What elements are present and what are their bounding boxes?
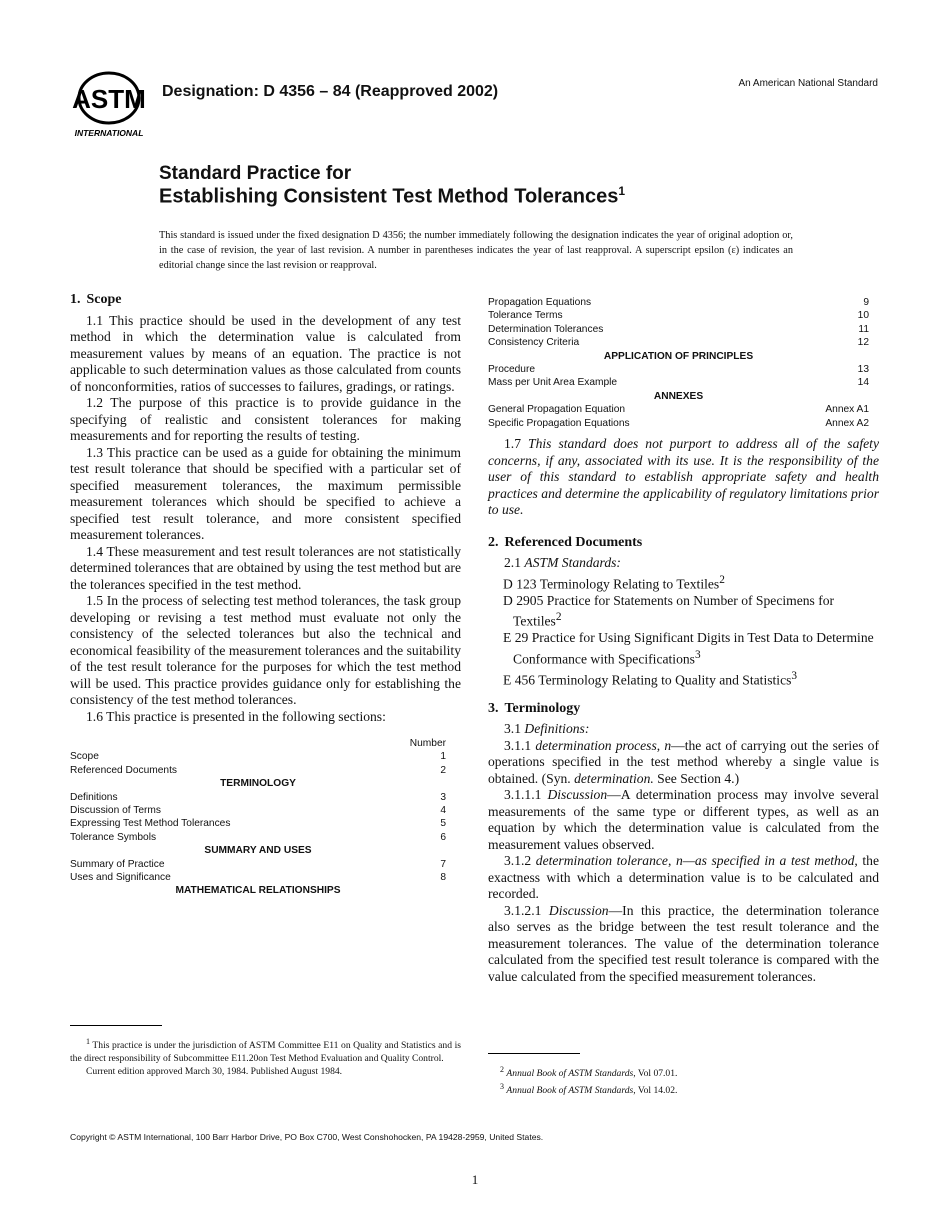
- toc-entry-number: 14: [857, 377, 869, 389]
- toc-entry: [488, 296, 869, 309]
- para-3-1-2: 3.1.2 determination tolerance, n—as specified in a test method, the exactness with which a determination value is to be calculated and recorded.: [488, 853, 880, 902]
- toc-entry-number: 12: [857, 337, 869, 349]
- toc-entry-label: Expressing Test Method Tolerances: [70, 818, 231, 830]
- logo-international-text: INTERNATIONAL: [74, 128, 144, 138]
- para-3-1-2-1: 3.1.2.1 Discussion—In this practice, the determination tolerance also serves as the bridge between the test result tolerance and the measurement tolerances. The value of the determination tolerance calculated from the specified test result tolerance is compared with the value calculated from the specified measurement tolerances.: [488, 902, 879, 984]
- toc-entry-label: Definitions: [70, 791, 118, 803]
- toc-group-heading: ANNEXES: [653, 390, 704, 402]
- footnote-2: $^2$ Annual Book of ASTM Standards, Vol 07.01.: [500, 1065, 678, 1080]
- toc-entry-label: Summary of Practice: [70, 858, 165, 870]
- footnote-3: $^3$ Annual Book of ASTM Standards, Vol 14.02.: [500, 1082, 678, 1097]
- toc-entry-label: Tolerance Symbols: [70, 831, 157, 843]
- toc-entry-number: 9: [863, 297, 869, 308]
- toc-entry-number: 5: [440, 818, 446, 830]
- toc-group-heading: MATHEMATICAL RELATIONSHIPS: [175, 885, 341, 897]
- toc-entry-number: 1: [440, 751, 446, 763]
- toc-entry: [70, 871, 446, 884]
- para-1-2: 1.2 The purpose of this practice is to provide guidance in the specifying of realistic and consistent tolerances for making measurements and for reporting the results of testing.: [70, 395, 461, 443]
- title-footnote-mark: 1: [618, 184, 626, 198]
- toc-entry-number: 6: [440, 831, 446, 843]
- toc-entry: [488, 403, 869, 416]
- toc-entry-number: 10: [857, 310, 869, 322]
- para-1-5: 1.5 In the process of selecting test method tolerances, the task group developing or revising a test method must evaluate not only the consistency of the selected tolerances but also the technical and economical feasibility of the measurement tolerances and the suitability of the test result tolerance for the purposes for which the test method will be used. This practice provides guidance only for establishing the consistency of the test method tolerances.: [70, 593, 461, 707]
- toc-entry-label: Discussion of Terms: [70, 805, 161, 817]
- footnote-1-edition: Current edition approved March 30, 1984. Published August 1984.: [86, 1066, 343, 1078]
- section-3-heading: 3. Terminology: [488, 700, 581, 716]
- toc-entry-label: Determination Tolerances: [488, 323, 604, 335]
- toc-entry-label: General Propagation Equation: [488, 404, 626, 416]
- toc-entry-number: 7: [440, 858, 446, 870]
- toc-entry-label: Uses and Significance: [70, 872, 171, 884]
- toc-right: [488, 296, 869, 430]
- footnote-rule: [70, 1025, 162, 1026]
- toc-entry-label: Procedure: [488, 364, 536, 376]
- designation: Designation: D 4356 – 84 (Reapproved 2002): [162, 83, 499, 100]
- footnote-rule-right: [488, 1053, 580, 1054]
- toc-left: [70, 737, 446, 898]
- toc-entry-label: Referenced Documents: [70, 764, 178, 776]
- reference-item: D 123 Terminology Relating to Textiles$^2$: [503, 573, 725, 592]
- toc-entry: [70, 831, 446, 844]
- reference-item: D 2905 Practice for Statements on Number of Specimens for Textiles$^2$: [503, 592, 835, 629]
- toc-entry: [488, 376, 869, 389]
- toc-entry: [70, 764, 446, 777]
- toc-entry: [70, 817, 446, 830]
- reference-list: [488, 572, 879, 689]
- toc-entry-label: Consistency Criteria: [488, 337, 580, 349]
- para-1-4: 1.4 These measurement and test result tolerances are not statistically determined tolerances that are obtained by using the test method but are the tolerances specified in the test method.: [70, 543, 461, 592]
- toc-entry-label: Tolerance Terms: [488, 310, 563, 322]
- footnote-1: $^1$ This practice is under the jurisdiction of ASTM Committee E11 on Quality and Statistics and is the direct responsibility of Subcommittee E11.20on Test Method Evaluation and Quality Control.: [70, 1037, 461, 1065]
- toc-entry-number: 3: [440, 791, 446, 803]
- copyright-notice: Copyright © ASTM International, 100 Barr Harbor Drive, PO Box C700, West Conshohocken, PA 19428-2959, United States.: [70, 1132, 544, 1142]
- para-1-6: 1.6 This practice is presented in the following sections:: [86, 708, 386, 724]
- reference-item: E 29 Practice for Using Significant Digits in Test Data to Determine Conformance with Specifications$^3$: [503, 630, 874, 667]
- para-3-1: 3.1 Definitions:: [504, 721, 590, 737]
- para-2-1: 2.1 ASTM Standards:: [504, 555, 621, 571]
- para-3-1-1: 3.1.1 determination process, n—the act of carrying out the series of operations specified in the test method whereby a single value is obtained. (Syn. determination. See Section 4.): [488, 737, 879, 786]
- svg-text:ASTM: ASTM: [72, 84, 146, 114]
- toc-entry: [488, 336, 869, 349]
- toc-entry-number: 4: [440, 805, 446, 817]
- section-1-heading: 1. Scope: [70, 292, 122, 307]
- toc-group-heading: TERMINOLOGY: [220, 778, 296, 790]
- title-line-2: Establishing Consistent Test Method Tolerances$^1$: [159, 184, 626, 208]
- toc-entry: [70, 858, 446, 871]
- toc-entry: [70, 804, 446, 817]
- page-number: 1: [471, 1172, 479, 1187]
- right-column: [488, 296, 880, 1097]
- toc-group-heading: SUMMARY AND USES: [204, 845, 312, 857]
- toc-entry-number: 11: [858, 323, 869, 335]
- national-standard-label: An American National Standard: [738, 78, 878, 89]
- toc-entry-number: 2: [440, 764, 446, 776]
- toc-entry-label: Propagation Equations: [488, 297, 592, 308]
- toc-entry: [488, 309, 869, 322]
- left-column: [70, 292, 461, 1078]
- toc-number-header: Number: [409, 738, 446, 749]
- para-1-7: 1.7 This standard does not purport to address all of the safety concerns, if any, associated with its use. It is the responsibility of the user of this standard to establish appropriate safety and health practices and determine the applicability of regulatory limitations prior to use.: [488, 436, 879, 518]
- toc-entry-number: Annex A2: [825, 417, 869, 429]
- toc-entry-number: Annex A1: [825, 404, 869, 416]
- toc-entry-number: 8: [440, 872, 446, 884]
- toc-entry: [70, 791, 446, 804]
- issue-note: This standard is issued under the fixed designation D 4356; the number immediately following the designation indicates the year of original adoption or, in the case of revision, the year of last revision. A number in parentheses indicates the year of last reapproval. A superscript epsilon (ε) indicates an editorial change since the last revision or reapproval.: [159, 230, 793, 271]
- toc-entry-label: Scope: [70, 751, 99, 763]
- toc-group-heading: APPLICATION OF PRINCIPLES: [603, 350, 754, 362]
- para-3-1-1-1: 3.1.1.1 Discussion—A determination process may involve several measurements of the same type or different types, as well as an equation by which the determination value is calculated from the measurement values observed.: [488, 787, 879, 852]
- toc-entry: [488, 323, 869, 336]
- toc-entry: [488, 417, 869, 430]
- para-1-1: 1.1 This practice should be used in the development of any test method in which the determination value is calculated from measurement values by means of an equation. The practice is not applicable to such determination values as those calculated from counts of nonconformities, ratios of successes to failures, gradings, or ratings.: [70, 312, 461, 394]
- toc-entry-label: Mass per Unit Area Example: [488, 377, 618, 389]
- title-line-1: Standard Practice for: [159, 163, 352, 184]
- toc-entry-number: 13: [857, 364, 869, 376]
- toc-entry-label: Specific Propagation Equations: [488, 417, 630, 429]
- toc-entry: [488, 363, 869, 376]
- toc-entry: [70, 750, 446, 763]
- astm-logo: [66, 70, 152, 140]
- reference-item: E 456 Terminology Relating to Quality and Statistics$^3$: [503, 669, 798, 688]
- para-1-3: 1.3 This practice can be used as a guide for obtaining the minimum test result tolerance that should be specified with a particular set of specified measurement tolerances, the maximum permissible measurement tolerances which should be specified to achieve a specified test result tolerance, and more consistent specified measurement tolerances.: [70, 444, 461, 542]
- section-2-heading: 2. Referenced Documents: [488, 534, 643, 550]
